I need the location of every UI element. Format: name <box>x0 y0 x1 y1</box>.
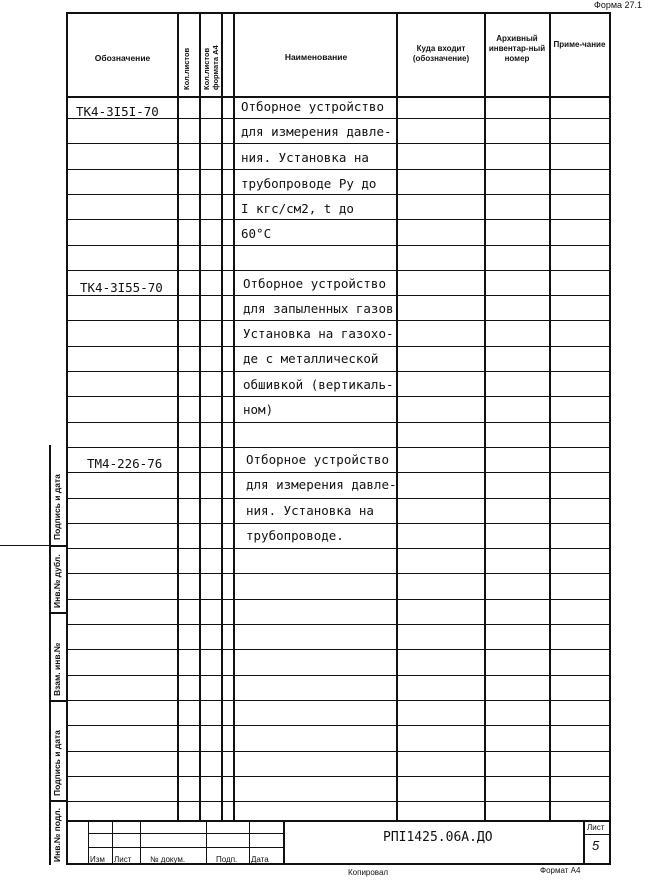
entry-code: ТК4-3I5I-70 <box>76 104 159 119</box>
row-line <box>66 725 611 726</box>
side-divider <box>49 800 66 802</box>
stamp-col-label: Подп. <box>216 855 238 864</box>
row-line <box>66 776 611 777</box>
entry-line: Установка на газохо- <box>243 326 394 341</box>
row-line <box>66 801 611 802</box>
row-line <box>66 700 611 701</box>
stamp-sheet-divider <box>583 834 611 835</box>
header-divider <box>66 96 611 98</box>
stamp-col <box>206 820 207 865</box>
header-note: Приме-чание <box>553 40 606 49</box>
row-line <box>66 143 611 144</box>
header-where-used: Куда входит (обозначение) <box>412 44 470 63</box>
row-line <box>66 649 611 650</box>
entry-line: Отборное устройство <box>243 276 386 291</box>
row-line <box>66 675 611 676</box>
side-label-replace-inv: Взам. инв.№ <box>52 642 62 696</box>
entry-line: трубопроводе. <box>246 528 344 543</box>
row-line <box>66 320 611 321</box>
header-designation: Обозначение <box>94 53 151 63</box>
side-divider <box>49 612 66 614</box>
side-label-original-inv: Инв.№ подл. <box>52 807 62 862</box>
stamp-row-line <box>88 847 283 848</box>
entry-line: Отборное устройство <box>246 452 389 467</box>
side-label-signature-date: Подпись и дата <box>52 474 62 540</box>
row-line <box>66 498 611 499</box>
sheet-label: Лист <box>587 823 605 832</box>
format-label: Формат А4 <box>540 866 581 875</box>
row-line <box>66 599 611 600</box>
row-line <box>66 245 611 246</box>
side-label-duplicate-inv: Инв.№ дубл. <box>52 554 62 608</box>
stamp-col <box>140 820 141 865</box>
side-label-signature-date: Подпись и дата <box>52 730 62 796</box>
header-archive-no: Архивный инвентар-ный номер <box>488 34 546 63</box>
stamp-row-line <box>88 833 283 834</box>
row-line <box>66 422 611 423</box>
stamp-col-label: № докум. <box>150 855 186 864</box>
stamp-top <box>66 820 611 822</box>
entry-line: трубопроводе Ру до <box>241 176 377 191</box>
entry-line: обшивкой (вертикаль- <box>243 377 394 392</box>
stamp-col <box>283 820 285 865</box>
stamp-col <box>249 820 250 865</box>
side-divider <box>49 700 66 702</box>
entry-line: 60°С <box>241 226 272 241</box>
row-line <box>66 523 611 524</box>
entry-line: ном) <box>243 402 274 417</box>
row-line <box>66 346 611 347</box>
row-line <box>66 472 611 473</box>
frame-top <box>66 12 611 14</box>
entry-code: ТК4-3I55-70 <box>80 280 163 295</box>
entry-line: Отборное устройство <box>241 99 384 114</box>
header-name: Наименование <box>284 52 348 62</box>
entry-line: ния. Установка на <box>246 503 374 518</box>
entry-code: ТМ4-226-76 <box>87 456 163 471</box>
row-line <box>66 447 611 448</box>
side-strip-mark <box>0 545 49 546</box>
stamp-col <box>88 820 89 865</box>
row-line <box>66 396 611 397</box>
row-line <box>66 624 611 625</box>
copied-label: Копировал <box>348 868 389 877</box>
frame-bottom <box>66 863 611 865</box>
entry-line: де с металлической <box>243 351 379 366</box>
header-a4-sheets: Кол.листов формата А4 <box>202 45 220 90</box>
frame-left <box>66 12 68 865</box>
stamp-col <box>583 820 585 865</box>
entry-line: для измерения давле- <box>241 124 392 139</box>
row-line <box>66 295 611 296</box>
row-line <box>66 751 611 752</box>
sheet-number: 5 <box>592 838 600 853</box>
row-line <box>66 548 611 549</box>
stamp-col-label: Дата <box>251 855 269 864</box>
entry-line: для запыленных газов. <box>243 301 402 316</box>
entry-line: для измерения давле- <box>246 477 397 492</box>
row-line <box>66 194 611 195</box>
side-strip-edge <box>49 445 51 865</box>
stamp-col <box>112 820 113 865</box>
header-sheets-count: Кол.листов <box>182 47 191 90</box>
row-line <box>66 573 611 574</box>
entry-line: ния. Установка на <box>241 150 369 165</box>
row-line <box>66 270 611 271</box>
frame-right <box>609 12 611 865</box>
document-code: РПI1425.06А.ДО <box>383 830 493 845</box>
row-line <box>66 169 611 170</box>
form-label: Форма 27.1 <box>594 0 643 10</box>
row-line <box>66 371 611 372</box>
entry-line: I кгс/см2, t до <box>241 201 354 216</box>
side-divider <box>49 545 66 547</box>
row-line <box>66 219 611 220</box>
stamp-col-label: Изм <box>90 855 105 864</box>
stamp-col-label: Лист <box>114 855 132 864</box>
